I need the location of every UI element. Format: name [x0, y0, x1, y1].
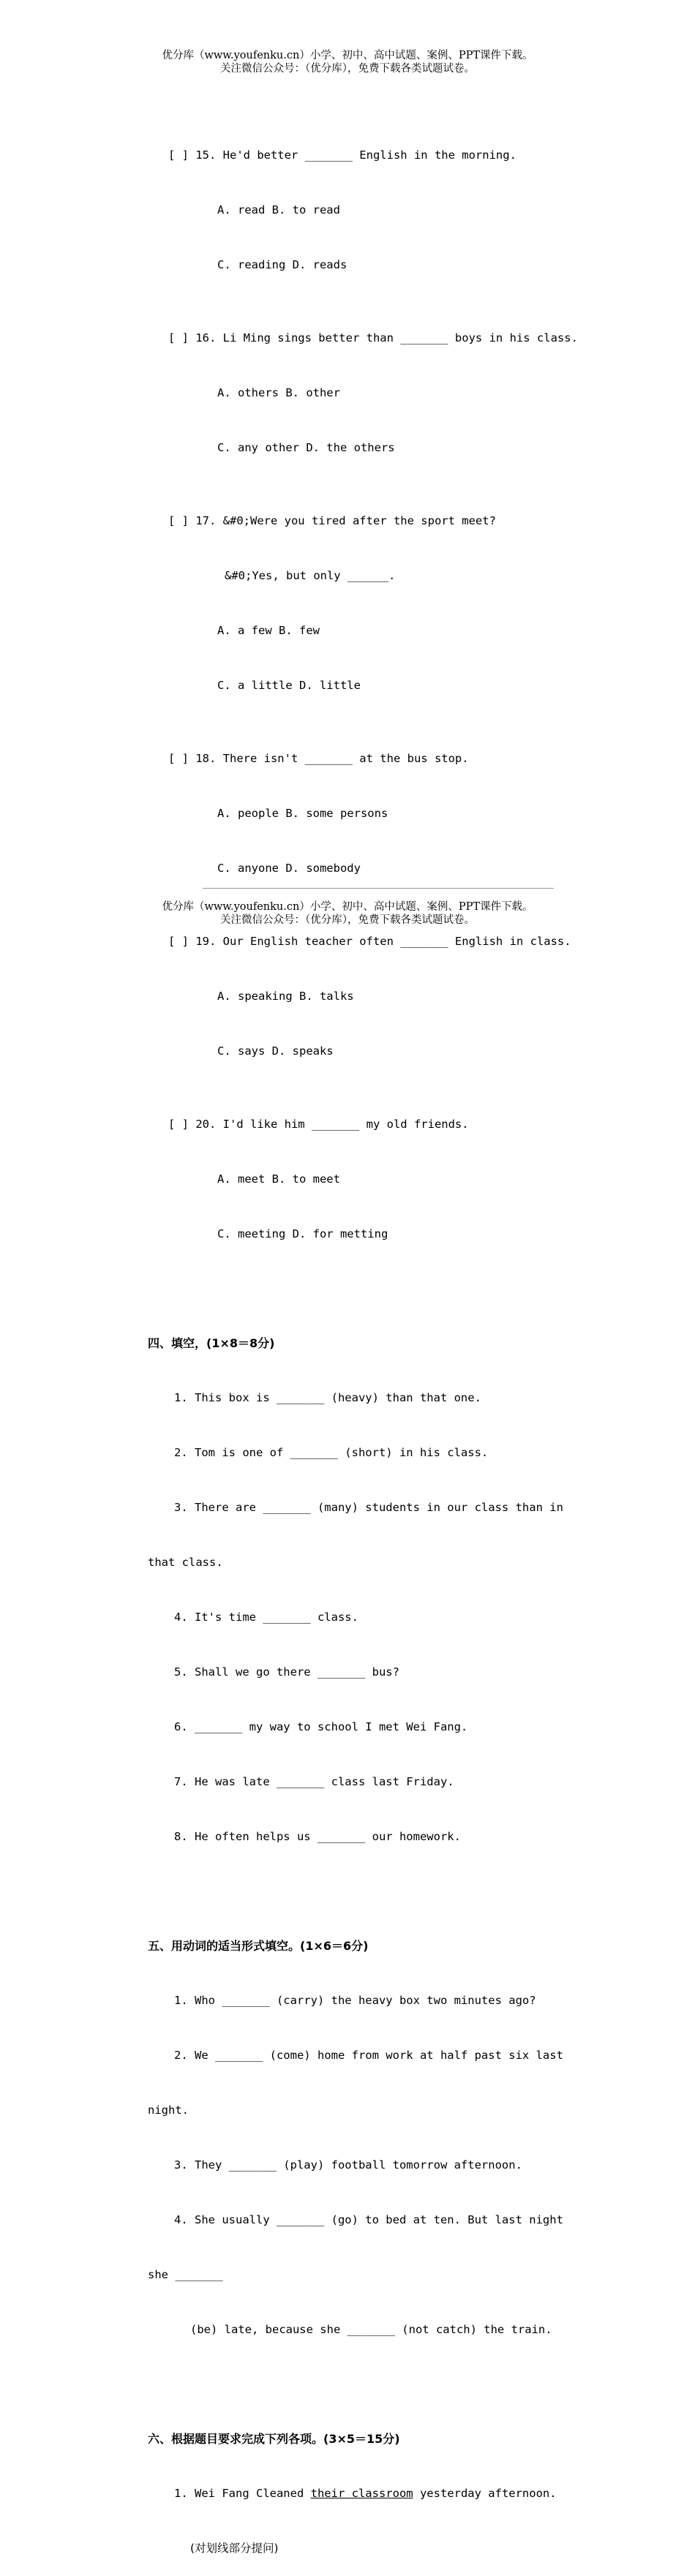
page-header	[0, 49, 695, 75]
section-5-item-4-continued: she _______	[148, 2268, 223, 2281]
question-15: [ ] 15. He'd better _______ English in the morning.	[168, 148, 516, 162]
section-6-item-1	[148, 2485, 587, 2503]
question-20: [ ] 20. I'd like him _______ my old friends.	[168, 1118, 469, 1131]
section-6-item-1-note: (对划线部分提问)	[190, 2542, 279, 2555]
page-footer	[0, 900, 695, 927]
section-5-item-3: 3. They _______ (play) football tomorrow afternoon.	[174, 2158, 522, 2172]
section-4-item-7: 7. He was late _______ class last Friday.	[174, 1775, 454, 1788]
section-5-title: 五、用动词的适当形式填空。(1×6＝6分)	[148, 1939, 369, 1953]
section-4-item-3: 3. There are _______ (many) students in our class than in	[174, 1501, 563, 1514]
question-15-options-ab: A. read B. to read	[217, 203, 340, 216]
question-20-options-cd: C. meeting D. for metting	[217, 1227, 388, 1240]
section-5-item-2: 2. We _______ (come) home from work at half past six last	[174, 2049, 563, 2062]
question-17: [ ] 17. &#0;Were you tired after the sport meet?	[168, 514, 496, 527]
question-18-options-ab: A. people B. some persons	[217, 807, 388, 820]
header-line-1: 优分库（www.youfenku.cn）小学、初中、高中试题、案例、PPT课件下载。	[162, 50, 533, 61]
section-6-title: 六、根据题目要求完成下列各项。(3×5＝15分)	[148, 2432, 400, 2446]
footer-line-1: 优分库（www.youfenku.cn）小学、初中、高中试题、案例、PPT课件下载。	[162, 901, 533, 913]
question-18: [ ] 18. There isn't _______ at the bus stop.	[168, 752, 469, 765]
section-6-item-1-post: yesterday afternoon.	[413, 2487, 557, 2500]
section-4-item-1: 1. This box is _______ (heavy) than that one.	[174, 1391, 481, 1404]
section-6-item-1-pre: 1. Wei Fang Cleaned	[174, 2487, 311, 2500]
question-17-dialogue: &#0;Yes, but only ______.	[225, 569, 396, 582]
exam-content	[148, 91, 587, 2576]
section-5-item-2-continued: night.	[148, 2104, 189, 2117]
question-20-options-ab: A. meet B. to meet	[217, 1172, 340, 1186]
footer-divider	[203, 888, 554, 889]
section-5-item-4: 4. She usually _______ (go) to bed at ten. But last night	[174, 2213, 563, 2226]
question-18-options-cd: C. anyone D. somebody	[217, 862, 361, 875]
question-19-options-cd: C. says D. speaks	[217, 1044, 334, 1058]
section-4-item-6: 6. _______ my way to school I met Wei Fang.	[174, 1720, 468, 1733]
question-19-options-ab: A. speaking B. talks	[217, 990, 354, 1003]
footer-line-2: 关注微信公众号：（优分库），免费下载各类试题试卷。	[220, 914, 475, 926]
question-17-options-cd: C. a little D. little	[217, 679, 361, 692]
section-4-title: 四、填空，(1×8＝8分)	[148, 1336, 275, 1350]
section-4-item-3-continued: that class.	[148, 1556, 223, 1569]
question-19: [ ] 19. Our English teacher often _______ English in class.	[168, 935, 571, 948]
section-4-item-5: 5. Shall we go there _______ bus?	[174, 1665, 399, 1679]
question-16-options-cd: C. any other D. the others	[217, 441, 395, 454]
section-4-item-2: 2. Tom is one of _______ (short) in his class.	[174, 1446, 489, 1459]
section-4-item-4: 4. It's time _______ class.	[174, 1611, 358, 1624]
question-17-options-ab: A. a few B. few	[217, 624, 320, 637]
section-4-item-8: 8. He often helps us _______ our homework.	[174, 1830, 461, 1843]
question-15-options-cd: C. reading D. reads	[217, 258, 348, 271]
section-5-item-1: 1. Who _______ (carry) the heavy box two minutes ago?	[174, 1994, 536, 2007]
section-5-item-4-continued-2: (be) late, because she _______ (not catch) the train.	[190, 2323, 552, 2336]
question-16-options-ab: A. others B. other	[217, 386, 340, 399]
underlined-phrase: their classroom	[310, 2487, 413, 2500]
question-16: [ ] 16. Li Ming sings better than _______ boys in his class.	[168, 331, 578, 344]
header-line-2: 关注微信公众号：（优分库），免费下载各类试题试卷。	[220, 63, 475, 75]
